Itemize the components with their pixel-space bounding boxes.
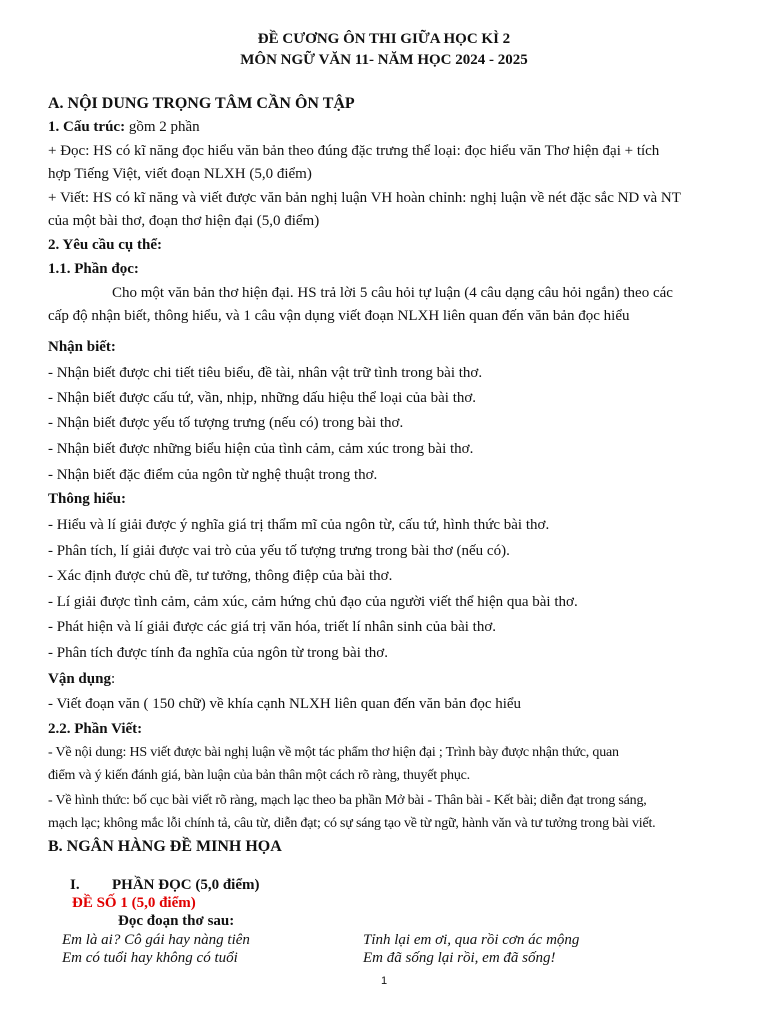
title-line-2: MÔN NGỮ VĂN 11- NĂM HỌC 2024 - 2025 bbox=[240, 52, 528, 68]
section-a-heading: A. NỘI DUNG TRỌNG TÂM CẦN ÔN TẬP bbox=[48, 95, 355, 112]
list-item: - Xác định được chủ đề, tư tưởng, thông điệp của bài thơ. bbox=[48, 568, 393, 584]
writing-part-line-2: của một bài thơ, đoạn thơ hiện đại (5,0 điểm) bbox=[48, 213, 320, 229]
list-item: - Hiểu và lí giải được ý nghĩa giá trị thẩm mĩ của ngôn từ, cấu tứ, hình thức bài thơ. bbox=[48, 517, 550, 533]
structure-line bbox=[48, 118, 200, 136]
title-line-1: ĐỀ CƯƠNG ÔN THI GIỮA HỌC KÌ 2 bbox=[257, 31, 511, 47]
requirements-label: 2. Yêu cầu cụ thể: bbox=[48, 237, 163, 253]
part-number: I. bbox=[70, 877, 80, 893]
list-item: - Phân tích được tính đa nghĩa của ngôn từ trong bài thơ. bbox=[48, 645, 388, 661]
structure-label: 1. Cấu trúc: bbox=[48, 119, 126, 135]
writing-line: mạch lạc; không mắc lỗi chính tả, câu từ, diễn đạt; có sự sáng tạo về từ ngữ, hành văn và tư tưởng trong bài viết. bbox=[48, 816, 656, 831]
poem-right-line: Tỉnh lại em ơi, qua rồi cơn ác mộng bbox=[363, 932, 580, 948]
poem-instruction: Đọc đoạn thơ sau: bbox=[118, 913, 235, 929]
reading-part-line-1: + Đọc: HS có kĩ năng đọc hiểu văn bản theo đúng đặc trưng thể loại: đọc hiểu văn Thơ hiện đại + tích bbox=[48, 143, 660, 159]
reading-paragraph-line-1: Cho một văn bản thơ hiện đại. HS trả lời 5 câu hỏi tự luận (4 câu dạng câu hỏi ngắn) theo các bbox=[112, 285, 673, 301]
writing-line: - Về hình thức: bố cục bài viết rõ ràng, mạch lạc theo ba phần Mở bài - Thân bài - Kết bài; diễn đạt trong sáng, bbox=[48, 793, 647, 808]
exam-title: ĐỀ SỐ 1 (5,0 điểm) bbox=[72, 895, 196, 911]
van-dung-colon: : bbox=[110, 671, 116, 687]
page-number: 1 bbox=[380, 975, 388, 987]
list-item: - Nhận biết được chi tiết tiêu biểu, đề tài, nhân vật trữ tình trong bài thơ. bbox=[48, 365, 483, 381]
list-item: - Phân tích, lí giải được vai trò của yếu tố tượng trưng trong bài thơ (nếu có). bbox=[48, 543, 510, 559]
part-title: PHẦN ĐỌC (5,0 điểm) bbox=[112, 877, 260, 893]
list-item: - Lí giải được tình cảm, cảm xúc, cảm hứng chủ đạo của người viết thể hiện qua bài thơ. bbox=[48, 594, 578, 610]
nhan-biet-label: Nhận biết: bbox=[48, 339, 116, 355]
writing-line: điểm và ý kiến đánh giá, bàn luận của bản thân một cách rõ ràng, thuyết phục. bbox=[48, 768, 470, 783]
writing-line: - Về nội dung: HS viết được bài nghị luận về một tác phẩm thơ hiện đại ; Trình bày được nhận thức, quan bbox=[48, 745, 619, 760]
list-item: - Nhận biết đặc điểm của ngôn từ nghệ thuật trong thơ. bbox=[48, 467, 378, 483]
van-dung-line bbox=[48, 670, 115, 688]
structure-text: gồm 2 phần bbox=[125, 119, 200, 135]
writing-part-line-1: + Viết: HS có kĩ năng và viết được văn bản nghị luận VH hoàn chỉnh: nghị luận về nét đặc sắc ND và NT bbox=[48, 190, 681, 206]
list-item: - Nhận biết được cấu tứ, vần, nhịp, những dấu hiệu thể loại của bài thơ. bbox=[48, 390, 477, 406]
poem-left-line: Em là ai? Cô gái hay nàng tiên bbox=[62, 932, 250, 948]
reading-part-line-2: hợp Tiếng Việt, viết đoạn NLXH (5,0 điểm) bbox=[48, 166, 312, 182]
van-dung-label: Vận dụng bbox=[48, 671, 111, 687]
reading-paragraph-line-2: cấp độ nhận biết, thông hiểu, và 1 câu vận dụng viết đoạn NLXH liên quan đến văn bản đọc hiểu bbox=[48, 308, 630, 324]
list-item: - Phát hiện và lí giải được các giá trị văn hóa, triết lí nhân sinh của bài thơ. bbox=[48, 619, 497, 635]
section-b-heading: B. NGÂN HÀNG ĐỀ MINH HỌA bbox=[48, 838, 282, 855]
poem-right-line: Em đã sống lại rồi, em đã sống! bbox=[363, 950, 556, 966]
writing-section-label: 2.2. Phần Viết: bbox=[48, 721, 143, 737]
poem-left-line: Em có tuổi hay không có tuổi bbox=[62, 950, 238, 966]
list-item: - Nhận biết được những biểu hiện của tình cảm, cảm xúc trong bài thơ. bbox=[48, 441, 474, 457]
list-item: - Nhận biết được yếu tố tượng trưng (nếu có) trong bài thơ. bbox=[48, 415, 404, 431]
reading-section-label: 1.1. Phần đọc: bbox=[48, 261, 139, 277]
list-item: - Viết đoạn văn ( 150 chữ) về khía cạnh NLXH liên quan đến văn bản đọc hiểu bbox=[48, 696, 522, 712]
thong-hieu-label: Thông hiểu: bbox=[48, 491, 126, 507]
